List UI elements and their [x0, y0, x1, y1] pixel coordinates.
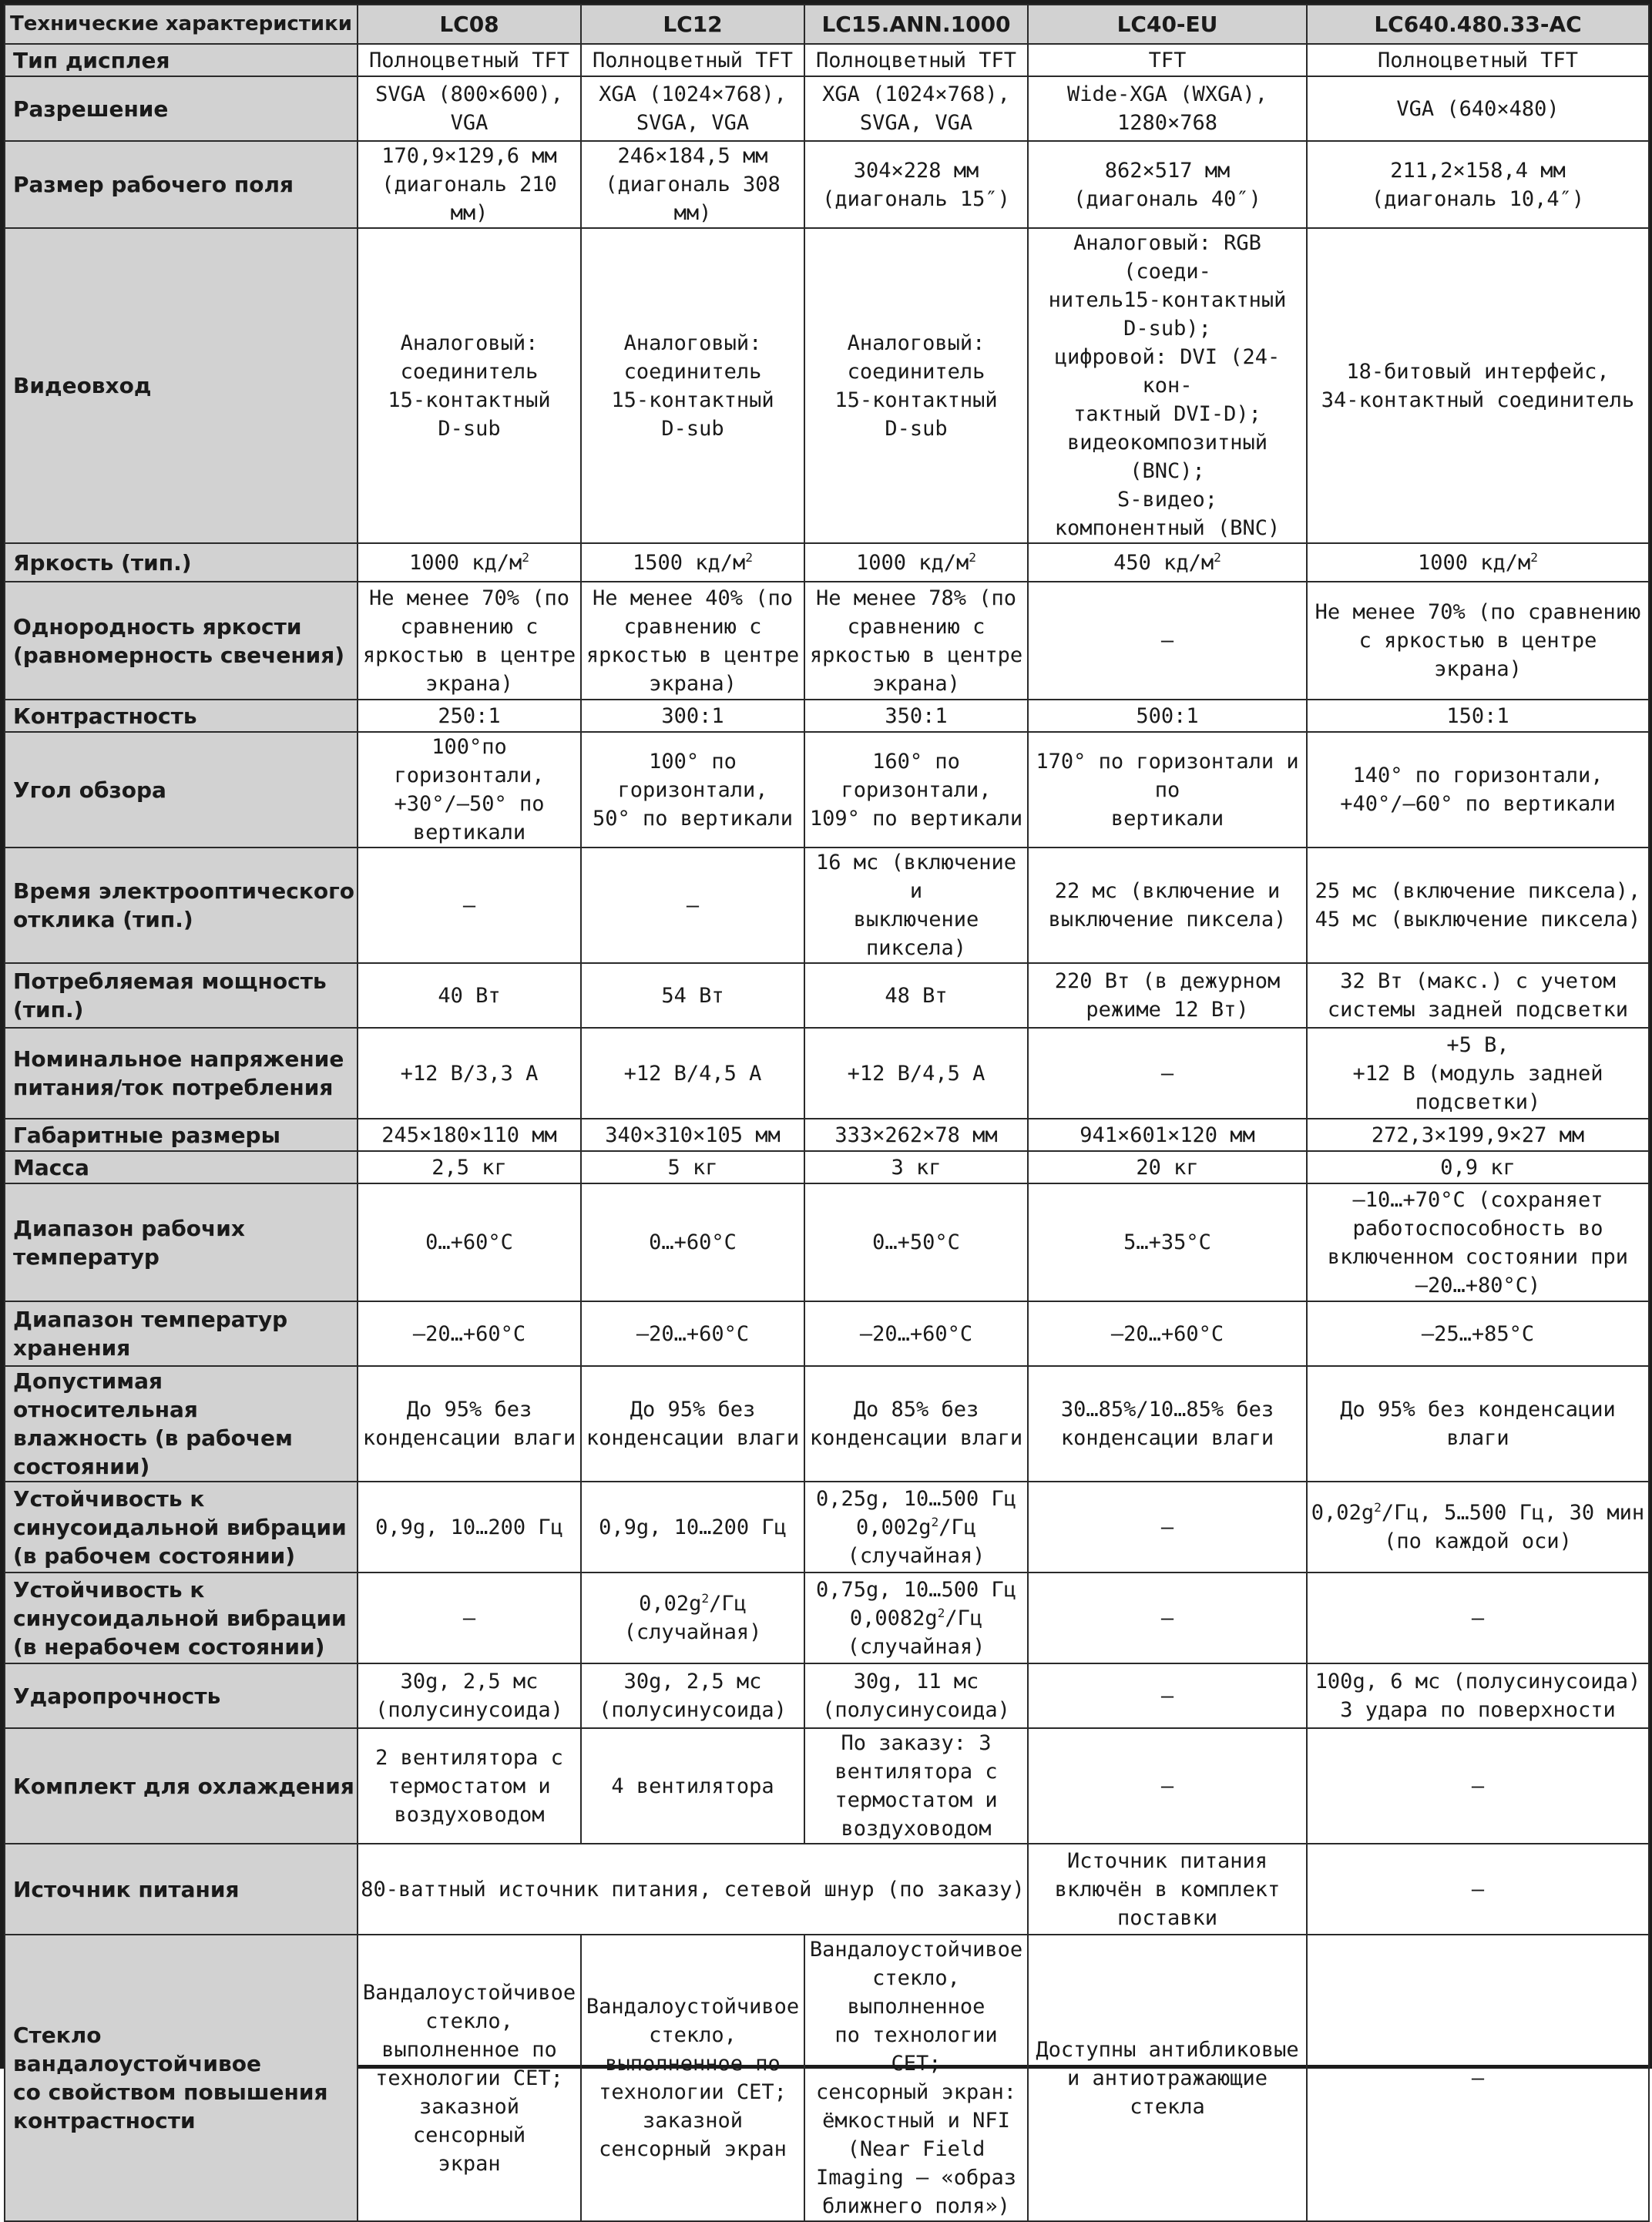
value-text: Вандалоустойчивое стекло, выполненное по технологии CET; заказной сенсорный экран [362, 1980, 576, 2176]
value-cell-lc08 [358, 1119, 581, 1151]
specifications-table [4, 4, 1650, 2222]
value-text: — [1160, 629, 1174, 653]
row-label [5, 1663, 358, 1728]
value-cell-lc640 [1307, 1183, 1649, 1301]
value-text: 245×180×110 мм [381, 1123, 557, 1147]
value-text: 450 $кд/м^2$ [1113, 549, 1221, 575]
value-cell-lc08 [358, 1482, 581, 1573]
value-cell-lc08 [358, 848, 581, 963]
row-label-text: Источник питания [13, 1876, 240, 1902]
value-cell-lc08 [358, 1663, 581, 1728]
value-cell-lc40 [1028, 1728, 1307, 1844]
merged-cell-text: 80-ваттный источник питания, сетевой шнур (по заказу) [361, 1877, 1025, 1901]
value-text: — [1160, 1515, 1174, 1539]
value-text: 0,9 кг [1440, 1155, 1516, 1180]
value-text: +12 В/3,3 А [400, 1061, 539, 1086]
value-cell-lc15 [804, 1119, 1028, 1151]
row-label-text: Контрастность [13, 703, 197, 729]
value-cell-lc15 [804, 700, 1028, 732]
value-cell-lc15 [804, 76, 1028, 141]
table-row [5, 141, 1649, 228]
value-text: — [1160, 1606, 1174, 1630]
row-label [5, 228, 358, 543]
value-cell-lc15 [804, 1151, 1028, 1183]
value-text: –10…+70°С (сохраняет работоспособность во включенном состоянии при –20…+80°С) [1327, 1187, 1629, 1297]
value-cell-lc12 [581, 700, 804, 732]
value-text: –20…+60°С [859, 1321, 973, 1346]
value-cell-lc15 [804, 1482, 1028, 1573]
header-model-lc40: LC40-EU [1028, 5, 1307, 44]
value-cell-lc08 [358, 543, 581, 582]
row-label-text: Видеовход [13, 373, 152, 398]
value-text: — [1160, 1061, 1174, 1086]
row-label-text: Размер рабочего поля [13, 172, 294, 197]
header-model-lc12: LC12 [581, 5, 804, 44]
value-text: Не менее 40% (по сравнению с яркостью в центре экрана) [586, 586, 800, 696]
value-cell-lc40 [1028, 76, 1307, 141]
value-cell-lc640 [1307, 1482, 1649, 1573]
value-text: –25…+85°С [1421, 1321, 1535, 1346]
value-cell-lc640 [1307, 700, 1649, 732]
value-cell-lc15 [804, 141, 1028, 228]
value-text: 0,75g, 10…500 Гц $0,0082g^2/Гц$ (случайная) [815, 1577, 1017, 1659]
value-text: 0,9g, 10…200 Гц [375, 1515, 563, 1539]
value-text: +5 В, +12 В (модуль задней подсветки) [1352, 1032, 1603, 1114]
value-cell-lc640 [1307, 848, 1649, 963]
value-text: Источник питания включён в комплект поставки [1054, 1848, 1281, 1930]
value-text: 100g, 6 мс (полусинусоида) 3 удара по поверхности [1315, 1670, 1641, 1722]
value-cell-lc12 [581, 1663, 804, 1728]
value-text: 150:1 [1446, 703, 1509, 728]
value-cell-lc12 [581, 1301, 804, 1366]
header-model-lc08: LC08 [358, 5, 581, 44]
row-label [5, 543, 358, 582]
value-cell-lc640 [1307, 582, 1649, 700]
value-text: 220 Вт (в дежурном режиме 12 Вт) [1054, 969, 1281, 1022]
value-text: 250:1 [438, 703, 501, 728]
value-cell-lc12 [581, 1028, 804, 1119]
value-text: 32 Вт (макс.) с учетом системы задней подсветки [1327, 969, 1629, 1022]
value-cell-lc640 [1307, 1573, 1649, 1663]
value-text: Полноцветный TFT [592, 48, 794, 72]
value-text: $0,02g^2/Гц$, 5…500 Гц, 30 мин (по каждой оси) [1311, 1500, 1645, 1553]
value-cell-lc12 [581, 963, 804, 1028]
table-row [5, 1663, 1649, 1728]
value-cell-lc15 [804, 732, 1028, 848]
value-cell-lc12 [581, 1366, 804, 1482]
row-label [5, 1573, 358, 1663]
value-cell-lc12 [581, 1119, 804, 1151]
value-cell-lc15 [804, 1663, 1028, 1728]
row-label-text: Диапазон температур хранения [13, 1307, 288, 1361]
row-label-text: Время электрооптического отклика (тип.) [13, 878, 354, 932]
value-text: 211,2×158,4 мм (диагональ 10,4″) [1371, 158, 1585, 211]
value-text: До 85% без конденсации влаги [809, 1398, 1023, 1450]
value-text: XGA (1024×768), SVGA, VGA [599, 82, 787, 135]
value-cell-lc15 [804, 1028, 1028, 1119]
value-text: 333×262×78 мм [834, 1123, 998, 1147]
value-cell-lc40 [1028, 848, 1307, 963]
value-text: 1000 $кд/м^2$ [855, 549, 977, 575]
value-cell-lc40 [1028, 1183, 1307, 1301]
value-cell-lc08 [358, 1935, 581, 2221]
table-row [5, 1183, 1649, 1301]
header-row [5, 5, 1649, 44]
row-label [5, 963, 358, 1028]
value-text: 170,9×129,6 мм (диагональ 210 мм) [381, 144, 557, 225]
value-cell-lc12 [581, 1183, 804, 1301]
value-cell-lc640 [1307, 76, 1649, 141]
value-cell-lc640 [1307, 732, 1649, 848]
value-text: Полноцветный TFT [368, 48, 570, 72]
value-cell-lc40 [1028, 732, 1307, 848]
value-text: 22 мс (включение и выключение пиксела) [1048, 879, 1287, 931]
value-cell-lc08 [358, 700, 581, 732]
value-cell-lc15 [804, 848, 1028, 963]
value-text: 4 вентилятора [611, 1774, 774, 1798]
value-text: 170° по горизонтали и по вертикали [1036, 749, 1299, 831]
row-label-text: Ударопрочность [13, 1683, 221, 1709]
value-cell-lc12 [581, 141, 804, 228]
value-text: Доступны антибликовые и антиотражающие стекла [1036, 2037, 1299, 2119]
table-row [5, 543, 1649, 582]
value-cell-lc40 [1028, 1663, 1307, 1728]
value-text: 100°по горизонтали, +30°/–50° по вертикали [394, 735, 545, 844]
row-label [5, 44, 358, 76]
value-cell-lc640 [1307, 1366, 1649, 1482]
value-cell-lc15 [804, 1573, 1028, 1663]
value-cell-lc640 [1307, 228, 1649, 543]
value-text: $0,02g^2/Гц$ (случайная) [623, 1591, 762, 1644]
value-text: Полноцветный TFT [815, 48, 1017, 72]
row-label [5, 1728, 358, 1844]
value-text: 246×184,5 мм (диагональ 308 мм) [605, 144, 781, 225]
value-cell-lc40 [1028, 543, 1307, 582]
table-row [5, 963, 1649, 1028]
value-text: 2 вентилятора с термостатом и воздуховодом [375, 1745, 563, 1827]
value-text: 30…85%/10…85% без конденсации влаги [1060, 1398, 1274, 1450]
value-text: По заказу: 3 вентилятора с термостатом и воздуховодом [834, 1731, 998, 1841]
value-cell-lc12 [581, 1151, 804, 1183]
table-row [5, 1482, 1649, 1573]
table-row [5, 1119, 1649, 1151]
row-label [5, 1482, 358, 1573]
value-text: TFT [1148, 48, 1187, 72]
row-label-text: Потребляемая мощность (тип.) [13, 968, 327, 1022]
table-row [5, 732, 1649, 848]
value-text: 1500 $кд/м^2$ [632, 549, 754, 575]
row-label-text: Угол обзора [13, 777, 166, 803]
value-text: SVGA (800×600), VGA [375, 82, 563, 135]
table-row [5, 1366, 1649, 1482]
row-label [5, 848, 358, 963]
row-label [5, 700, 358, 732]
row-label [5, 1119, 358, 1151]
value-text: Вандалоустойчивое стекло, выполненное по технологии CET; сенсорный экран: ёмкостный и NFI (Near Field Imaging — «образ ближнего поля») [809, 1938, 1023, 2218]
value-text: — [1471, 1877, 1485, 1901]
table-row [5, 1028, 1649, 1119]
value-cell-lc12 [581, 543, 804, 582]
value-text: VGA (640×480) [1396, 96, 1560, 121]
value-text: –20…+60°С [1110, 1321, 1224, 1346]
value-text: 100° по горизонтали, 50° по вертикали [592, 749, 794, 831]
value-cell-lc08 [358, 732, 581, 848]
value-cell-lc40 [1028, 1844, 1307, 1935]
value-cell-lc40 [1028, 1935, 1307, 2221]
value-cell-lc40 [1028, 1573, 1307, 1663]
row-label-text: Тип дисплея [13, 47, 170, 73]
value-cell-lc12 [581, 228, 804, 543]
row-label-text: Разрешение [13, 96, 169, 122]
value-cell-lc08 [358, 141, 581, 228]
value-text: 140° по горизонтали, +40°/–60° по вертикали [1340, 764, 1616, 816]
value-cell-lc08 [358, 228, 581, 543]
value-text: 1000 $кд/м^2$ [1417, 549, 1539, 575]
value-cell-lc640 [1307, 1301, 1649, 1366]
row-label [5, 582, 358, 700]
value-cell-lc08 [358, 963, 581, 1028]
value-text: Полноцветный TFT [1377, 48, 1579, 72]
value-cell-lc12 [581, 1728, 804, 1844]
value-cell-lc08 [358, 1301, 581, 1366]
value-text: До 95% без конденсации влаги [1340, 1398, 1616, 1450]
header-corner: Технические характеристики [5, 5, 358, 44]
value-text: Аналоговый: соединитель 15-контактный D-sub [611, 331, 774, 441]
value-text: 18-битовый интерфейс, 34-контактный соединитель [1321, 359, 1635, 412]
row-label [5, 1028, 358, 1119]
table-row [5, 848, 1649, 963]
value-text: 2,5 кг [431, 1155, 507, 1180]
value-cell-lc15 [804, 582, 1028, 700]
value-cell-lc08 [358, 1573, 581, 1663]
value-cell-lc15 [804, 1728, 1028, 1844]
value-text: 25 мс (включение пиксела), 45 мс (выключение пиксела) [1315, 879, 1641, 931]
value-cell-lc640 [1307, 1935, 1649, 2221]
value-cell-lc12 [581, 1482, 804, 1573]
value-text: –20…+60°С [636, 1321, 750, 1346]
value-cell-lc640 [1307, 44, 1649, 76]
value-text: Не менее 70% (по сравнению с яркостью в центре экрана) [1315, 600, 1641, 681]
value-text: 0,9g, 10…200 Гц [599, 1515, 787, 1539]
value-text: 0,25g, 10…500 Гц $0,002g^2/Гц$ (случайная) [815, 1486, 1017, 1568]
value-text: — [1160, 1774, 1174, 1798]
value-cell-lc12 [581, 732, 804, 848]
table-row [5, 582, 1649, 700]
row-label [5, 1151, 358, 1183]
row-label [5, 1935, 358, 2221]
value-text: Аналоговый: соединитель 15-контактный D-sub [388, 331, 551, 441]
table-row [5, 1844, 1649, 1935]
row-label-text: Комплект для охлаждения [13, 1773, 354, 1799]
value-cell-lc12 [581, 582, 804, 700]
table-row [5, 700, 1649, 732]
table-row [5, 1573, 1649, 1663]
value-cell-lc40 [1028, 141, 1307, 228]
table-row [5, 1301, 1649, 1366]
value-text: 350:1 [885, 703, 948, 728]
value-cell-lc15 [804, 1935, 1028, 2221]
header-model-lc640: LC640.480.33-AC [1307, 5, 1649, 44]
value-text: 0…+60°С [649, 1230, 737, 1254]
row-label [5, 1183, 358, 1301]
value-text: Не менее 70% (по сравнению с яркостью в центре экрана) [362, 586, 576, 696]
value-cell-lc08 [358, 44, 581, 76]
row-label-text: Яркость (тип.) [13, 549, 192, 576]
value-text: 54 Вт [661, 983, 724, 1008]
value-cell-lc40 [1028, 44, 1307, 76]
value-text: 160° по горизонтали, 109° по вертикали [809, 749, 1023, 831]
value-cell-lc12 [581, 848, 804, 963]
value-text: — [1471, 1606, 1485, 1630]
value-text: 300:1 [661, 703, 724, 728]
value-text: 340×310×105 мм [605, 1123, 781, 1147]
row-label-text: Устойчивость к синусоидальной вибрации (в нерабочем состоянии) [13, 1576, 347, 1660]
row-label-text: Масса [13, 1154, 89, 1180]
value-cell-lc640 [1307, 963, 1649, 1028]
value-cell-lc12 [581, 1573, 804, 1663]
value-text: 20 кг [1136, 1155, 1199, 1180]
value-text: — [462, 1606, 476, 1630]
row-label-text: Допустимая относительная влажность (в рабочем состоянии) [13, 1368, 293, 1479]
value-cell-lc15 [804, 1183, 1028, 1301]
value-text: — [462, 893, 476, 918]
value-text: 304×228 мм (диагональ 15″) [822, 158, 1010, 211]
value-cell-lc12 [581, 44, 804, 76]
value-cell-lc640 [1307, 1151, 1649, 1183]
value-text: 5 кг [667, 1155, 718, 1180]
value-cell-lc640 [1307, 1663, 1649, 1728]
value-cell-lc08 [358, 1151, 581, 1183]
value-text: +12 В/4,5 А [623, 1061, 762, 1086]
value-cell-lc08 [358, 1728, 581, 1844]
value-text: 272,3×199,9×27 мм [1371, 1123, 1585, 1147]
value-cell-lc40 [1028, 1366, 1307, 1482]
value-text: 30g, 11 мс (полусинусоида) [822, 1670, 1010, 1722]
value-text: Wide-XGA (WXGA), 1280×768 [1066, 82, 1268, 135]
value-cell-lc640 [1307, 1844, 1649, 1935]
value-text: 30g, 2,5 мс (полусинусоида) [599, 1670, 787, 1722]
value-cell-lc40 [1028, 963, 1307, 1028]
row-label-text: Стекло вандалоустойчивое со свойством повышения контрастности [13, 2022, 328, 2133]
value-cell-lc08 [358, 1183, 581, 1301]
value-text: 1000 $кд/м^2$ [408, 549, 530, 575]
row-label-text: Номинальное напряжение питания/ток потребления [13, 1046, 344, 1100]
value-cell-lc40 [1028, 1119, 1307, 1151]
merged-cell [358, 1844, 1028, 1935]
value-text: До 95% без конденсации влаги [586, 1398, 800, 1450]
value-cell-lc640 [1307, 141, 1649, 228]
value-cell-lc15 [804, 1301, 1028, 1366]
value-cell-lc08 [358, 582, 581, 700]
value-cell-lc40 [1028, 228, 1307, 543]
row-label-text: Диапазон рабочих температур [13, 1215, 245, 1270]
value-cell-lc40 [1028, 700, 1307, 732]
header-model-lc15: LC15.ANN.1000 [804, 5, 1028, 44]
value-cell-lc40 [1028, 1482, 1307, 1573]
value-text: — [1471, 2066, 1485, 2090]
table-row [5, 1151, 1649, 1183]
value-text: Аналоговый: RGB (соеди- нитель15-контактный D-sub); цифровой: DVI (24-кон- тактный DVI-D); видеокомпозитный (BNC); S-видео; компонентный (BNC) [1048, 231, 1287, 540]
value-text: До 95% без конденсации влаги [362, 1398, 576, 1450]
row-label [5, 76, 358, 141]
table-row [5, 1935, 1649, 2221]
value-cell-lc40 [1028, 582, 1307, 700]
value-cell-lc15 [804, 228, 1028, 543]
row-label-text: Габаритные размеры [13, 1122, 280, 1148]
value-text: 0…+60°С [425, 1230, 513, 1254]
value-text: –20…+60°С [412, 1321, 526, 1346]
value-text: 500:1 [1136, 703, 1199, 728]
value-text: Аналоговый: соединитель 15-контактный D-sub [834, 331, 998, 441]
value-cell-lc40 [1028, 1301, 1307, 1366]
row-label-text: Устойчивость к синусоидальной вибрации (в рабочем состоянии) [13, 1485, 347, 1569]
row-label [5, 1366, 358, 1482]
value-text: — [686, 893, 700, 918]
value-text: Вандалоустойчивое стекло, выполненное по технологии CET; заказной сенсорный экран [586, 1995, 800, 2161]
value-text: — [1471, 1774, 1485, 1798]
value-text: 941×601×120 мм [1080, 1123, 1255, 1147]
value-text: 16 мс (включение и выключение пиксела) [815, 851, 1017, 960]
row-label [5, 1301, 358, 1366]
table-row [5, 1728, 1649, 1844]
value-text: 48 Вт [885, 983, 948, 1008]
value-cell-lc08 [358, 76, 581, 141]
value-text: 862×517 мм (диагональ 40″) [1073, 158, 1261, 211]
value-cell-lc15 [804, 1366, 1028, 1482]
table-row [5, 76, 1649, 141]
row-label [5, 1844, 358, 1935]
value-cell-lc40 [1028, 1028, 1307, 1119]
value-cell-lc640 [1307, 543, 1649, 582]
value-cell-lc12 [581, 1935, 804, 2221]
value-text: 5…+35°С [1123, 1230, 1211, 1254]
table-row [5, 228, 1649, 543]
row-label [5, 141, 358, 228]
value-text: 40 Вт [438, 983, 501, 1008]
value-cell-lc15 [804, 963, 1028, 1028]
value-text: XGA (1024×768), SVGA, VGA [822, 82, 1010, 135]
value-text: +12 В/4,5 А [847, 1061, 985, 1086]
value-text: 3 кг [891, 1155, 942, 1180]
row-label-text: Однородность яркости (равномерность свечения) [13, 613, 345, 668]
value-text: 0…+50°С [872, 1230, 960, 1254]
value-cell-lc15 [804, 543, 1028, 582]
value-text: 30g, 2,5 мс (полусинусоида) [375, 1670, 563, 1722]
table-row [5, 44, 1649, 76]
value-text: — [1160, 1683, 1174, 1708]
value-cell-lc640 [1307, 1028, 1649, 1119]
value-cell-lc15 [804, 44, 1028, 76]
value-cell-lc640 [1307, 1728, 1649, 1844]
value-cell-lc640 [1307, 1119, 1649, 1151]
value-cell-lc08 [358, 1366, 581, 1482]
value-text: Не менее 78% (по сравнению с яркостью в центре экрана) [809, 586, 1023, 696]
value-cell-lc12 [581, 76, 804, 141]
value-cell-lc08 [358, 1028, 581, 1119]
value-cell-lc40 [1028, 1151, 1307, 1183]
row-label [5, 732, 358, 848]
